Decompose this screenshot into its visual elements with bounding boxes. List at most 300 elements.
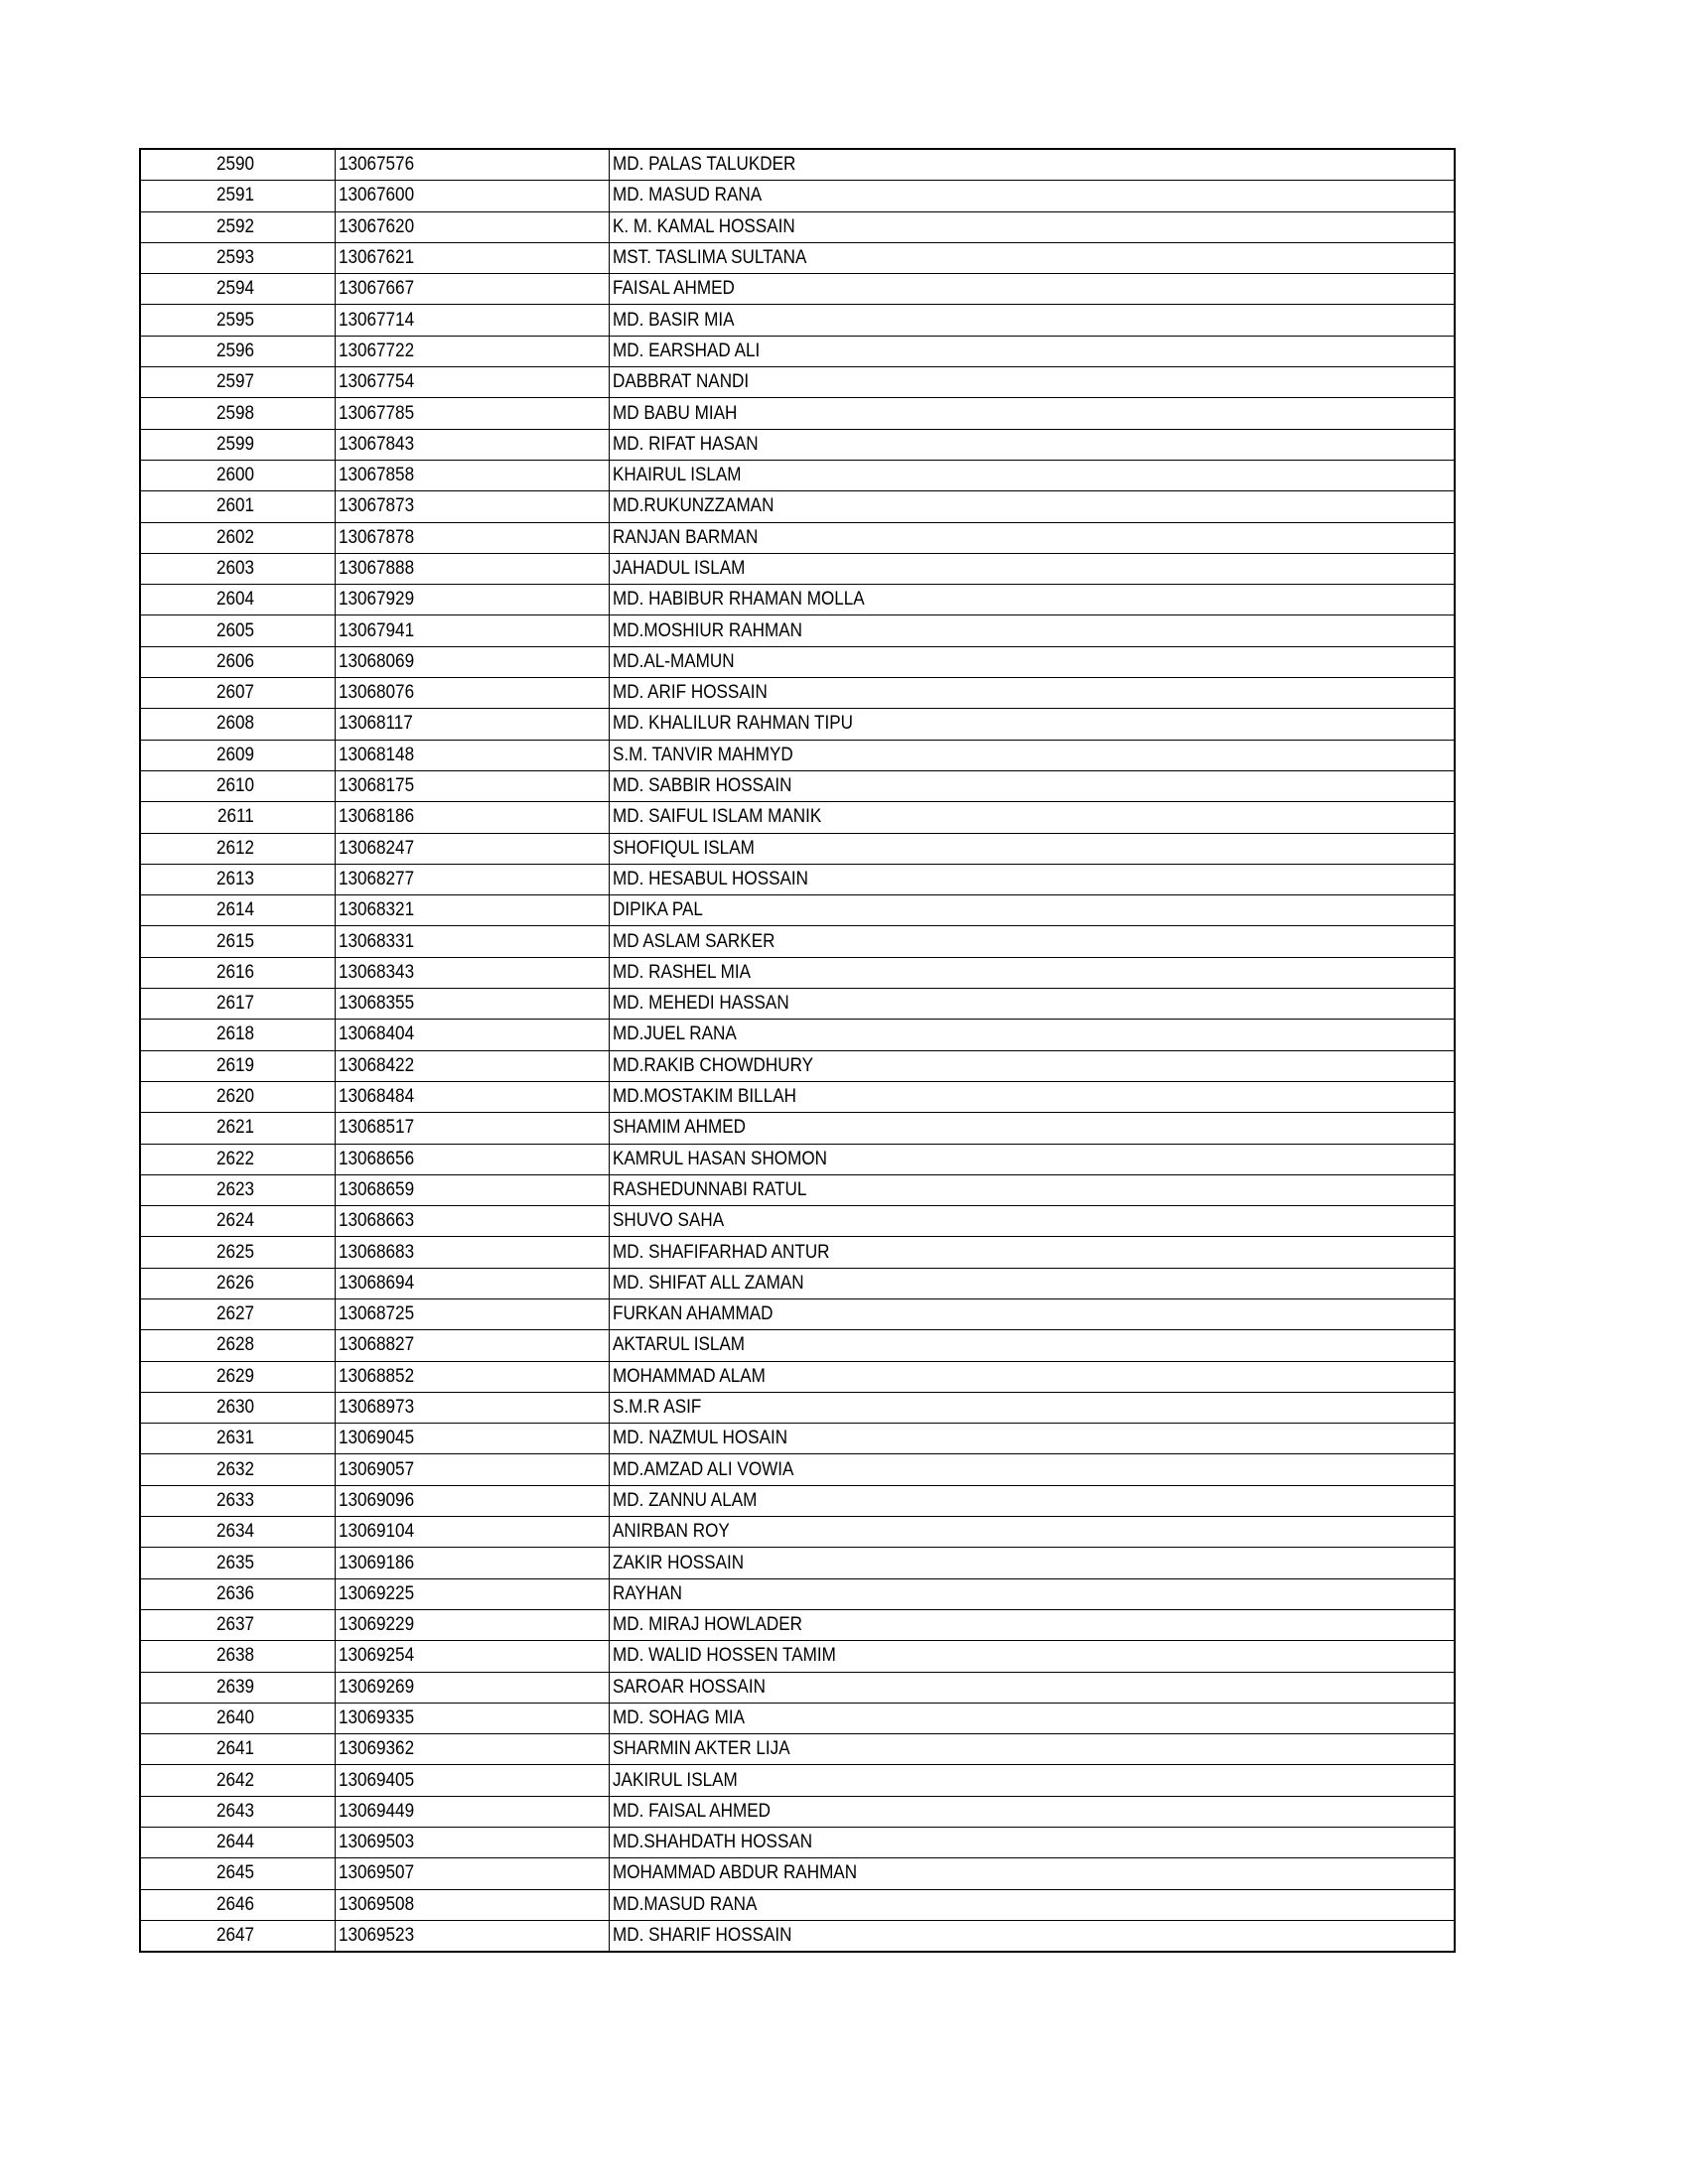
candidate-name-cell-text: K. M. KAMAL HOSSAIN <box>612 215 795 237</box>
candidate-name-cell-text: MD.MASUD RANA <box>612 1893 757 1915</box>
serial-cell <box>140 491 335 522</box>
serial-cell <box>140 1609 335 1640</box>
roll-number-cell <box>335 1392 609 1423</box>
serial-cell <box>140 1828 335 1858</box>
roll-number-cell <box>335 1424 609 1454</box>
candidate-name-cell <box>609 1113 1455 1144</box>
candidate-name-cell-text: MD. MASUD RANA <box>612 185 762 206</box>
serial-cell-text: 2609 <box>216 744 255 765</box>
roll-number-cell <box>335 1206 609 1237</box>
table-row <box>140 1454 1455 1485</box>
serial-cell <box>140 646 335 677</box>
table-row <box>140 1361 1455 1392</box>
serial-cell <box>140 1796 335 1827</box>
candidate-name-cell-text: RASHEDUNNABI RATUL <box>612 1178 806 1200</box>
roll-number-cell-text: 13068422 <box>338 1054 414 1076</box>
roll-number-cell <box>335 864 609 894</box>
table-row <box>140 1828 1455 1858</box>
table-row <box>140 553 1455 584</box>
roll-number-cell <box>335 1889 609 1920</box>
table-row <box>140 398 1455 429</box>
roll-number-cell <box>335 1920 609 1952</box>
candidate-name-cell <box>609 864 1455 894</box>
serial-cell-text: 2647 <box>216 1925 255 1947</box>
serial-cell <box>140 1485 335 1516</box>
roll-number-cell <box>335 1020 609 1050</box>
roll-number-cell-text: 13068694 <box>338 1272 414 1294</box>
roll-number-cell <box>335 1858 609 1889</box>
roll-number-cell <box>335 833 609 864</box>
serial-cell-text: 2645 <box>216 1862 255 1884</box>
roll-number-cell-text: 13068659 <box>338 1178 414 1200</box>
candidate-name-cell-text: SHOFIQUL ISLAM <box>612 837 755 859</box>
serial-cell-text: 2594 <box>216 278 255 300</box>
candidate-name-cell <box>609 398 1455 429</box>
serial-cell <box>140 336 335 366</box>
table-row <box>140 1796 1455 1827</box>
serial-cell-text: 2590 <box>216 154 255 176</box>
roll-number-cell <box>335 1485 609 1516</box>
roll-number-cell-text: 13068321 <box>338 899 414 921</box>
roll-number-cell <box>335 491 609 522</box>
candidate-name-cell <box>609 149 1455 181</box>
candidate-name-cell-text: MD. MEHEDI HASSAN <box>612 993 789 1015</box>
candidate-name-cell <box>609 1578 1455 1609</box>
serial-cell <box>140 1672 335 1703</box>
roll-number-cell <box>335 1113 609 1144</box>
serial-cell-text: 2593 <box>216 247 255 269</box>
table-row <box>140 585 1455 615</box>
candidate-name-cell-text: MD. FAISAL AHMED <box>612 1800 771 1822</box>
candidate-name-cell <box>609 1330 1455 1361</box>
roll-number-cell-text: 13067600 <box>338 185 414 206</box>
serial-cell-text: 2606 <box>216 650 255 672</box>
candidate-name-cell <box>609 429 1455 460</box>
serial-cell <box>140 585 335 615</box>
table-row <box>140 770 1455 801</box>
roll-number-cell-text: 13069503 <box>338 1832 414 1853</box>
roll-number-cell-text: 13069254 <box>338 1645 414 1667</box>
table-row <box>140 1485 1455 1516</box>
candidate-name-cell-text: MD. NAZMUL HOSAIN <box>612 1428 787 1449</box>
serial-cell <box>140 709 335 740</box>
candidate-name-cell-text: DIPIKA PAL <box>612 899 703 921</box>
roll-number-cell-text: 13069335 <box>338 1706 414 1728</box>
candidate-name-cell <box>609 1237 1455 1268</box>
candidate-name-cell <box>609 926 1455 957</box>
candidate-name-cell <box>609 1144 1455 1174</box>
serial-cell-text: 2637 <box>216 1614 255 1636</box>
roll-number-cell-text: 13068175 <box>338 775 414 797</box>
roll-number-cell <box>335 460 609 490</box>
roll-number-cell-text: 13068343 <box>338 961 414 983</box>
table-row <box>140 615 1455 646</box>
serial-cell <box>140 1144 335 1174</box>
serial-cell-text: 2622 <box>216 1148 255 1169</box>
roll-number-cell <box>335 1765 609 1796</box>
serial-cell-text: 2633 <box>216 1489 255 1511</box>
candidate-name-cell-text: MD. WALID HOSSEN TAMIM <box>612 1645 836 1667</box>
serial-cell-text: 2642 <box>216 1769 255 1791</box>
table-row <box>140 1734 1455 1765</box>
candidate-name-cell-text: MOHAMMAD ALAM <box>612 1365 766 1387</box>
roll-number-cell-text: 13067888 <box>338 558 414 579</box>
candidate-name-cell-text: DABBRAT NANDI <box>612 371 749 393</box>
candidate-name-cell-text: RANJAN BARMAN <box>612 526 758 548</box>
candidate-name-cell-text: MD.RAKIB CHOWDHURY <box>612 1054 813 1076</box>
table-row <box>140 1206 1455 1237</box>
roll-number-cell <box>335 1796 609 1827</box>
roll-number-cell <box>335 1050 609 1081</box>
candidate-name-cell-text: MD. HABIBUR RHAMAN MOLLA <box>612 589 865 611</box>
roll-number-cell-text: 13069057 <box>338 1458 414 1480</box>
serial-cell <box>140 305 335 336</box>
table-row <box>140 1548 1455 1578</box>
table-row <box>140 1144 1455 1174</box>
roll-number-cell-text: 13068355 <box>338 993 414 1015</box>
candidate-name-cell <box>609 1858 1455 1889</box>
serial-cell-text: 2641 <box>216 1738 255 1760</box>
candidate-name-cell-text: MD ASLAM SARKER <box>612 930 774 952</box>
candidate-name-cell <box>609 585 1455 615</box>
roll-number-cell-text: 13068484 <box>338 1086 414 1108</box>
candidate-name-cell-text: MD.MOSHIUR RAHMAN <box>612 619 802 641</box>
roll-number-cell <box>335 1672 609 1703</box>
serial-cell-text: 2631 <box>216 1428 255 1449</box>
candidate-name-cell <box>609 1765 1455 1796</box>
roll-number-cell-text: 13068404 <box>338 1024 414 1045</box>
candidate-name-cell <box>609 802 1455 833</box>
roll-number-cell <box>335 770 609 801</box>
candidate-name-cell <box>609 491 1455 522</box>
serial-cell <box>140 553 335 584</box>
table-row <box>140 740 1455 770</box>
candidate-name-cell <box>609 367 1455 398</box>
serial-cell-text: 2600 <box>216 465 255 486</box>
serial-cell-text: 2636 <box>216 1582 255 1604</box>
serial-cell-text: 2603 <box>216 558 255 579</box>
serial-cell-text: 2638 <box>216 1645 255 1667</box>
table-row <box>140 242 1455 273</box>
serial-cell-text: 2618 <box>216 1024 255 1045</box>
serial-cell <box>140 1237 335 1268</box>
roll-number-cell <box>335 149 609 181</box>
serial-cell <box>140 615 335 646</box>
roll-number-cell-text: 13068663 <box>338 1210 414 1232</box>
candidate-name-cell-text: MD.MOSTAKIM BILLAH <box>612 1086 796 1108</box>
roll-number-cell <box>335 336 609 366</box>
roll-number-cell-text: 13068186 <box>338 806 414 828</box>
table-row <box>140 957 1455 988</box>
candidate-name-cell-text: MD. BASIR MIA <box>612 309 735 331</box>
table-row <box>140 1268 1455 1298</box>
serial-cell-text: 2596 <box>216 340 255 361</box>
table-row <box>140 1765 1455 1796</box>
roll-number-cell <box>335 926 609 957</box>
serial-cell-text: 2598 <box>216 402 255 424</box>
serial-cell-text: 2617 <box>216 993 255 1015</box>
candidate-name-cell <box>609 1703 1455 1733</box>
serial-cell <box>140 1734 335 1765</box>
roll-number-cell-text: 13068725 <box>338 1303 414 1325</box>
candidate-name-cell-text: ANIRBAN ROY <box>612 1521 730 1543</box>
candidate-name-cell <box>609 1298 1455 1329</box>
table-row <box>140 1609 1455 1640</box>
table-row <box>140 274 1455 305</box>
candidate-name-cell <box>609 305 1455 336</box>
candidate-name-cell-text: ZAKIR HOSSAIN <box>612 1552 744 1573</box>
candidate-name-cell <box>609 957 1455 988</box>
roll-number-cell-text: 13069362 <box>338 1738 414 1760</box>
table-row <box>140 181 1455 211</box>
serial-cell-text: 2604 <box>216 589 255 611</box>
roll-number-cell-text: 13068656 <box>338 1148 414 1169</box>
roll-number-cell <box>335 1828 609 1858</box>
table-row <box>140 522 1455 553</box>
table-row <box>140 149 1455 181</box>
candidate-name-cell <box>609 989 1455 1020</box>
roll-number-cell <box>335 1734 609 1765</box>
table-row <box>140 1298 1455 1329</box>
candidate-name-cell-text: S.M.R ASIF <box>612 1397 701 1419</box>
candidate-name-cell <box>609 833 1455 864</box>
serial-cell <box>140 1268 335 1298</box>
table-row <box>140 802 1455 833</box>
serial-cell <box>140 1765 335 1796</box>
candidate-name-cell <box>609 553 1455 584</box>
table-row <box>140 491 1455 522</box>
serial-cell <box>140 1641 335 1672</box>
roll-number-cell-text: 13067873 <box>338 495 414 517</box>
roll-number-cell-text: 13069269 <box>338 1676 414 1698</box>
roll-number-cell <box>335 709 609 740</box>
serial-cell <box>140 1206 335 1237</box>
serial-cell <box>140 1081 335 1112</box>
roll-number-cell-text: 13067576 <box>338 154 414 176</box>
roll-number-cell <box>335 1237 609 1268</box>
roll-number-cell-text: 13068076 <box>338 682 414 704</box>
table-row <box>140 1920 1455 1952</box>
table-row <box>140 367 1455 398</box>
serial-cell-text: 2619 <box>216 1054 255 1076</box>
table-row <box>140 1392 1455 1423</box>
serial-cell <box>140 895 335 926</box>
serial-cell-text: 2620 <box>216 1086 255 1108</box>
serial-cell <box>140 1578 335 1609</box>
roll-number-cell <box>335 1548 609 1578</box>
roll-number-cell <box>335 1609 609 1640</box>
serial-cell <box>140 274 335 305</box>
candidate-name-cell-text: MD. MIRAJ HOWLADER <box>612 1614 802 1636</box>
serial-cell <box>140 802 335 833</box>
serial-cell-text: 2599 <box>216 433 255 455</box>
serial-cell <box>140 1548 335 1578</box>
table-row <box>140 1672 1455 1703</box>
roll-number-cell <box>335 274 609 305</box>
candidate-name-cell <box>609 1081 1455 1112</box>
candidate-name-cell-text: SHAMIM AHMED <box>612 1117 746 1139</box>
table-row <box>140 678 1455 709</box>
serial-cell-text: 2644 <box>216 1832 255 1853</box>
roll-number-cell <box>335 1081 609 1112</box>
serial-cell-text: 2614 <box>216 899 255 921</box>
roll-number-cell <box>335 802 609 833</box>
roll-number-cell-text: 13067621 <box>338 247 414 269</box>
roll-number-cell <box>335 585 609 615</box>
roll-number-cell-text: 13068277 <box>338 868 414 889</box>
serial-cell <box>140 1298 335 1329</box>
table-row <box>140 1237 1455 1268</box>
serial-cell-text: 2629 <box>216 1365 255 1387</box>
roll-number-cell-text: 13067878 <box>338 526 414 548</box>
candidate-name-cell <box>609 1734 1455 1765</box>
roll-number-cell-text: 13068069 <box>338 650 414 672</box>
serial-cell <box>140 1517 335 1548</box>
roll-number-cell <box>335 957 609 988</box>
candidate-name-cell-text: MD. SHARIF HOSSAIN <box>612 1925 792 1947</box>
serial-cell <box>140 211 335 242</box>
serial-cell <box>140 429 335 460</box>
roll-number-cell <box>335 1454 609 1485</box>
roll-number-cell-text: 13068148 <box>338 744 414 765</box>
candidate-name-cell <box>609 1920 1455 1952</box>
roll-number-cell-text: 13068517 <box>338 1117 414 1139</box>
serial-cell-text: 2643 <box>216 1800 255 1822</box>
table-row <box>140 1174 1455 1205</box>
candidate-name-cell-text: MD. SAIFUL ISLAM MANIK <box>612 806 821 828</box>
table-row <box>140 1113 1455 1144</box>
serial-cell-text: 2635 <box>216 1552 255 1573</box>
candidate-name-cell <box>609 1050 1455 1081</box>
roll-number-cell <box>335 429 609 460</box>
serial-cell-text: 2595 <box>216 309 255 331</box>
roll-number-cell-text: 13069523 <box>338 1925 414 1947</box>
serial-cell <box>140 1454 335 1485</box>
table-row <box>140 1858 1455 1889</box>
roll-number-cell <box>335 1144 609 1174</box>
candidate-name-cell <box>609 1206 1455 1237</box>
candidate-name-cell-text: MD. KHALILUR RAHMAN TIPU <box>612 713 853 735</box>
candidate-name-cell <box>609 1641 1455 1672</box>
candidate-name-cell-text: RAYHAN <box>612 1582 682 1604</box>
candidate-name-cell <box>609 1517 1455 1548</box>
candidate-name-cell <box>609 336 1455 366</box>
roll-number-cell-text: 13069507 <box>338 1862 414 1884</box>
serial-cell-text: 2627 <box>216 1303 255 1325</box>
candidate-name-cell-text: MD. PALAS TALUKDER <box>612 154 795 176</box>
roll-number-cell-text: 13067858 <box>338 465 414 486</box>
serial-cell <box>140 740 335 770</box>
serial-cell-text: 2613 <box>216 868 255 889</box>
table-row <box>140 1050 1455 1081</box>
roll-number-cell <box>335 1703 609 1733</box>
candidate-name-cell-text: FURKAN AHAMMAD <box>612 1303 774 1325</box>
candidate-name-cell-text: JAKIRUL ISLAM <box>612 1769 738 1791</box>
roll-number-cell <box>335 553 609 584</box>
roll-number-cell <box>335 211 609 242</box>
candidate-name-cell <box>609 211 1455 242</box>
candidate-name-cell <box>609 678 1455 709</box>
roll-number-cell <box>335 1361 609 1392</box>
candidate-name-cell-text: MD BABU MIAH <box>612 402 737 424</box>
table-row <box>140 336 1455 366</box>
candidate-name-cell-text: MD.AL-MAMUN <box>612 650 735 672</box>
table-row <box>140 833 1455 864</box>
candidate-name-cell <box>609 274 1455 305</box>
serial-cell <box>140 398 335 429</box>
table-row <box>140 429 1455 460</box>
candidate-name-cell <box>609 1268 1455 1298</box>
candidate-name-cell-text: KAMRUL HASAN SHOMON <box>612 1148 827 1169</box>
serial-cell-text: 2612 <box>216 837 255 859</box>
roll-number-cell-text: 13068247 <box>338 837 414 859</box>
roll-number-cell-text: 13067722 <box>338 340 414 361</box>
table-row <box>140 1578 1455 1609</box>
serial-cell-text: 2634 <box>216 1521 255 1543</box>
candidate-name-cell-text: MD. HESABUL HOSSAIN <box>612 868 808 889</box>
roll-number-cell-text: 13069508 <box>338 1893 414 1915</box>
serial-cell-text: 2591 <box>216 185 255 206</box>
table-row <box>140 1641 1455 1672</box>
candidate-name-cell <box>609 1485 1455 1516</box>
serial-cell <box>140 1330 335 1361</box>
table-row <box>140 1889 1455 1920</box>
roll-number-cell-text: 13069449 <box>338 1800 414 1822</box>
roll-number-cell-text: 13069229 <box>338 1614 414 1636</box>
roll-number-cell-text: 13067714 <box>338 309 414 331</box>
serial-cell <box>140 1361 335 1392</box>
serial-cell <box>140 367 335 398</box>
roll-number-cell-text: 13068683 <box>338 1241 414 1263</box>
roll-number-cell <box>335 1330 609 1361</box>
candidate-name-cell-text: KHAIRUL ISLAM <box>612 465 742 486</box>
candidate-name-cell-text: MD. ARIF HOSSAIN <box>612 682 768 704</box>
candidate-name-cell <box>609 522 1455 553</box>
candidate-name-cell <box>609 1361 1455 1392</box>
candidate-name-cell-text: SHARMIN AKTER LIJA <box>612 1738 790 1760</box>
candidate-name-cell <box>609 770 1455 801</box>
roll-number-cell-text: 13068852 <box>338 1365 414 1387</box>
serial-cell <box>140 833 335 864</box>
serial-cell <box>140 1703 335 1733</box>
serial-cell <box>140 926 335 957</box>
serial-cell-text: 2640 <box>216 1706 255 1728</box>
candidate-name-cell-text: S.M. TANVIR MAHMYD <box>612 744 793 765</box>
roll-number-cell <box>335 1517 609 1548</box>
roll-number-cell-text: 13069225 <box>338 1582 414 1604</box>
serial-cell <box>140 1174 335 1205</box>
table-row <box>140 1517 1455 1548</box>
candidate-name-cell <box>609 1454 1455 1485</box>
candidate-name-cell <box>609 1548 1455 1578</box>
roll-number-cell-text: 13067785 <box>338 402 414 424</box>
serial-cell-text: 2630 <box>216 1397 255 1419</box>
roll-number-cell-text: 13067620 <box>338 215 414 237</box>
roll-number-cell-text: 13069104 <box>338 1521 414 1543</box>
serial-cell <box>140 1050 335 1081</box>
table-row <box>140 1424 1455 1454</box>
roll-number-cell-text: 13069045 <box>338 1428 414 1449</box>
table-row <box>140 211 1455 242</box>
roll-number-cell-text: 13067843 <box>338 433 414 455</box>
serial-cell <box>140 1920 335 1952</box>
serial-cell-text: 2625 <box>216 1241 255 1263</box>
serial-cell <box>140 522 335 553</box>
roll-number-cell <box>335 989 609 1020</box>
serial-cell <box>140 678 335 709</box>
roll-number-cell-text: 13068117 <box>338 713 413 735</box>
roll-number-cell-text: 13067667 <box>338 278 414 300</box>
